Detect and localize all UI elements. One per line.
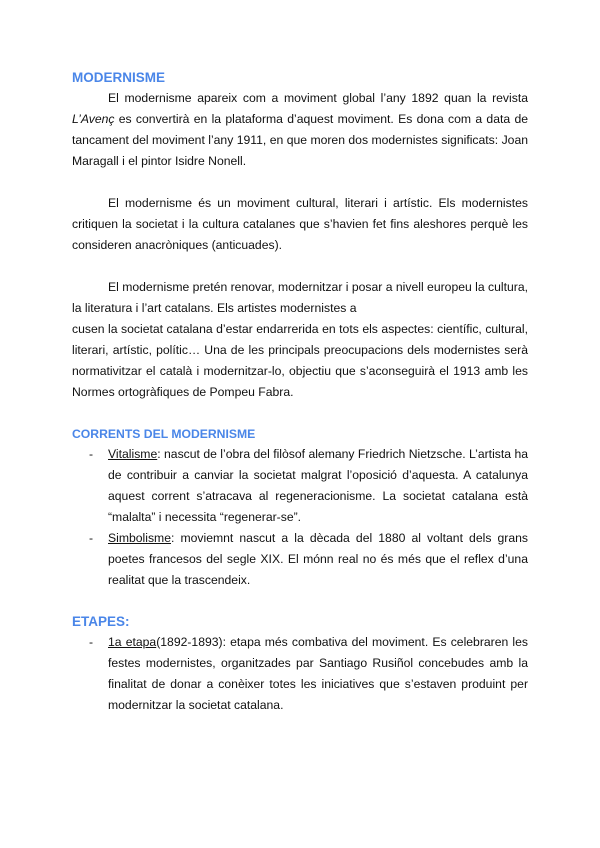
section-title-corrents: CORRENTS DEL MODERNISME <box>72 427 256 441</box>
list-dash: - <box>89 531 94 545</box>
list-item-simbolisme <box>72 528 528 591</box>
spacer <box>72 256 528 277</box>
list-item-vitalisme <box>72 444 528 528</box>
list-item-text: : nascut de l’obra del filòsof alemany Friedrich Nietzsche. L’artista ha de contribuir a canviar la societat malgrat l’oposició d’aquesta. A catalunya aquest corrent s’atracava al regeneracionisme. La societat catalana està “malalta” i necessita “regenerar-se”. <box>108 447 528 524</box>
paragraph-objectives-line2: cusen la societat catalana d’estar endarrerida en tots els aspectes: científic, cultural, literari, artístic, polític… Una de les principals preocupacions dels modernistes serà normativitzar el català i modernitzar-lo, objectiu que s’aconseguirà el 1913 amb les Normes ortogràfiques de Pompeu Fabra. <box>72 322 528 399</box>
paragraph-objectives-line1: El modernisme pretén renovar, modernitzar i posar a nivell europeu la cultura, la literatura i l’art catalans. Els artistes modernistes a <box>72 280 529 315</box>
corrents-list <box>72 444 528 591</box>
spacer <box>72 172 528 193</box>
spacer <box>72 403 528 424</box>
list-item-text: : moviemnt nascut a la dècada del 1880 al voltant dels grans poetes francesos del segle XIX. El mónn real no és més que el reflex d’una realitat que la trascendeix. <box>108 531 528 587</box>
spacer <box>72 591 528 612</box>
paragraph-intro <box>72 88 528 172</box>
paragraph-intro-text-b: es convertirà en la plataforma d’aquest moviment. Es dona com a data de tancament del moviment l’any 1911, en que moren dos modernistes significats: Joan Maragall i el pintor Isidre Nonell. <box>72 112 528 168</box>
list-dash: - <box>89 635 94 649</box>
section-title-modernisme: MODERNISME <box>72 70 166 85</box>
list-dash: - <box>89 447 94 461</box>
paragraph-definition: El modernisme és un moviment cultural, literari i artístic. Els modernistes critiquen la societat i la cultura catalanes que s’havien fet fins aleshores perquè les consideren anacròniques (anticuades). <box>72 196 528 252</box>
list-item-text: (1892-1893): etapa més combativa del moviment. Es celebraren les festes modernistes, organitzades par Santiago Rusiñol concebudes amb la finalitat de donar a conèixer totes les iniciatives que s’estaven produint per modernitzar la societat catalana. <box>108 635 528 712</box>
term-vitalisme: Vitalisme <box>108 447 158 461</box>
journal-name-italic: L’Avenç <box>72 112 115 126</box>
list-item-primera-etapa <box>72 632 528 716</box>
term-primera-etapa: 1a etapa <box>108 635 157 649</box>
document-page <box>72 68 528 716</box>
etapes-list <box>72 632 528 716</box>
section-title-etapes: ETAPES: <box>72 614 130 629</box>
paragraph-intro-text-a: El modernisme apareix com a moviment global l’any 1892 quan la revista <box>108 91 528 105</box>
term-simbolisme: Simbolisme <box>108 531 171 545</box>
